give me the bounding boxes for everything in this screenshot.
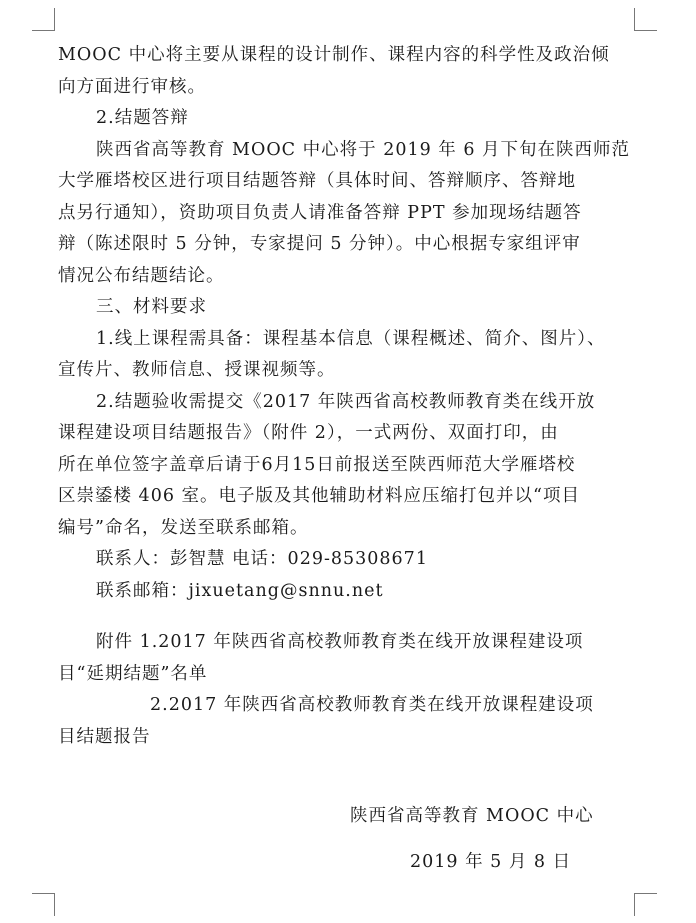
crop-mark-bottom-left [32,893,55,916]
attachment-item-1-cont: 目“延期结题”名单 [58,663,208,684]
body-line: 2.结题验收需提交《2017 年陕西省高校教师教育类在线开放 [96,391,596,412]
body-line: 所在单位签字盖章后请于6月15日前报送至陕西师范大学雁塔校 [58,454,576,475]
contact-person: 联系人：彭智慧 电话：029-85308671 [96,549,428,569]
attachment-item-2: 2.2017 年陕西省高校教师教育类在线开放课程建设项 [150,695,594,715]
body-line: 陕西省高等教育 MOOC 中心将于 2019 年 6 月下旬在陕西师范 [96,139,631,160]
body-line: 区崇鋈楼 406 室。电子版及其他辅助材料应压缩打包并以“项目 [58,486,580,506]
crop-mark-bottom-right [634,893,657,916]
body-line: 辩（陈述限时 5 分钟，专家提问 5 分钟）。中心根据专家组评审 [58,234,581,254]
body-line: 课程建设项目结题报告》（附件 2），一式两份、双面打印，由 [58,423,559,443]
body-line: 情况公布结题结论。 [58,265,225,286]
body-line: 宣传片、教师信息、授课视频等。 [58,360,336,380]
body-line: 1.线上课程需具备：课程基本信息（课程概述、简介、图片）、 [96,328,606,349]
body-line: 编号”命名，发送至联系邮箱。 [58,517,309,538]
attachment-item-2-cont: 目结题报告 [58,726,151,747]
signature-date: 2019 年 5 月 8 日 [410,852,572,872]
body-line: 点另行通知），资助项目负责人请准备答辩 PPT 参加现场结题答 [58,202,582,223]
crop-mark-top-right [634,8,657,31]
crop-mark-top-left [32,8,55,31]
signature-organization: 陕西省高等教育 MOOC 中心 [350,806,594,826]
body-line: 向方面进行审核。 [58,76,206,97]
attachment-item-1: 附件 1.2017 年陕西省高校教师教育类在线开放课程建设项 [96,632,584,652]
section-heading-defense: 2.结题答辩 [96,108,189,128]
spacer [58,607,648,627]
document-body [58,40,648,753]
section-heading-materials: 三、材料要求 [96,297,207,317]
body-line: 大学雁塔校区进行项目结题答辩（具体时间、答辩顺序、答辩地 [58,171,576,191]
body-line: MOOC 中心将主要从课程的设计制作、课程内容的科学性及政治倾 [58,45,610,65]
contact-email: 联系邮箱：jixuetang@snnu.net [96,580,384,601]
